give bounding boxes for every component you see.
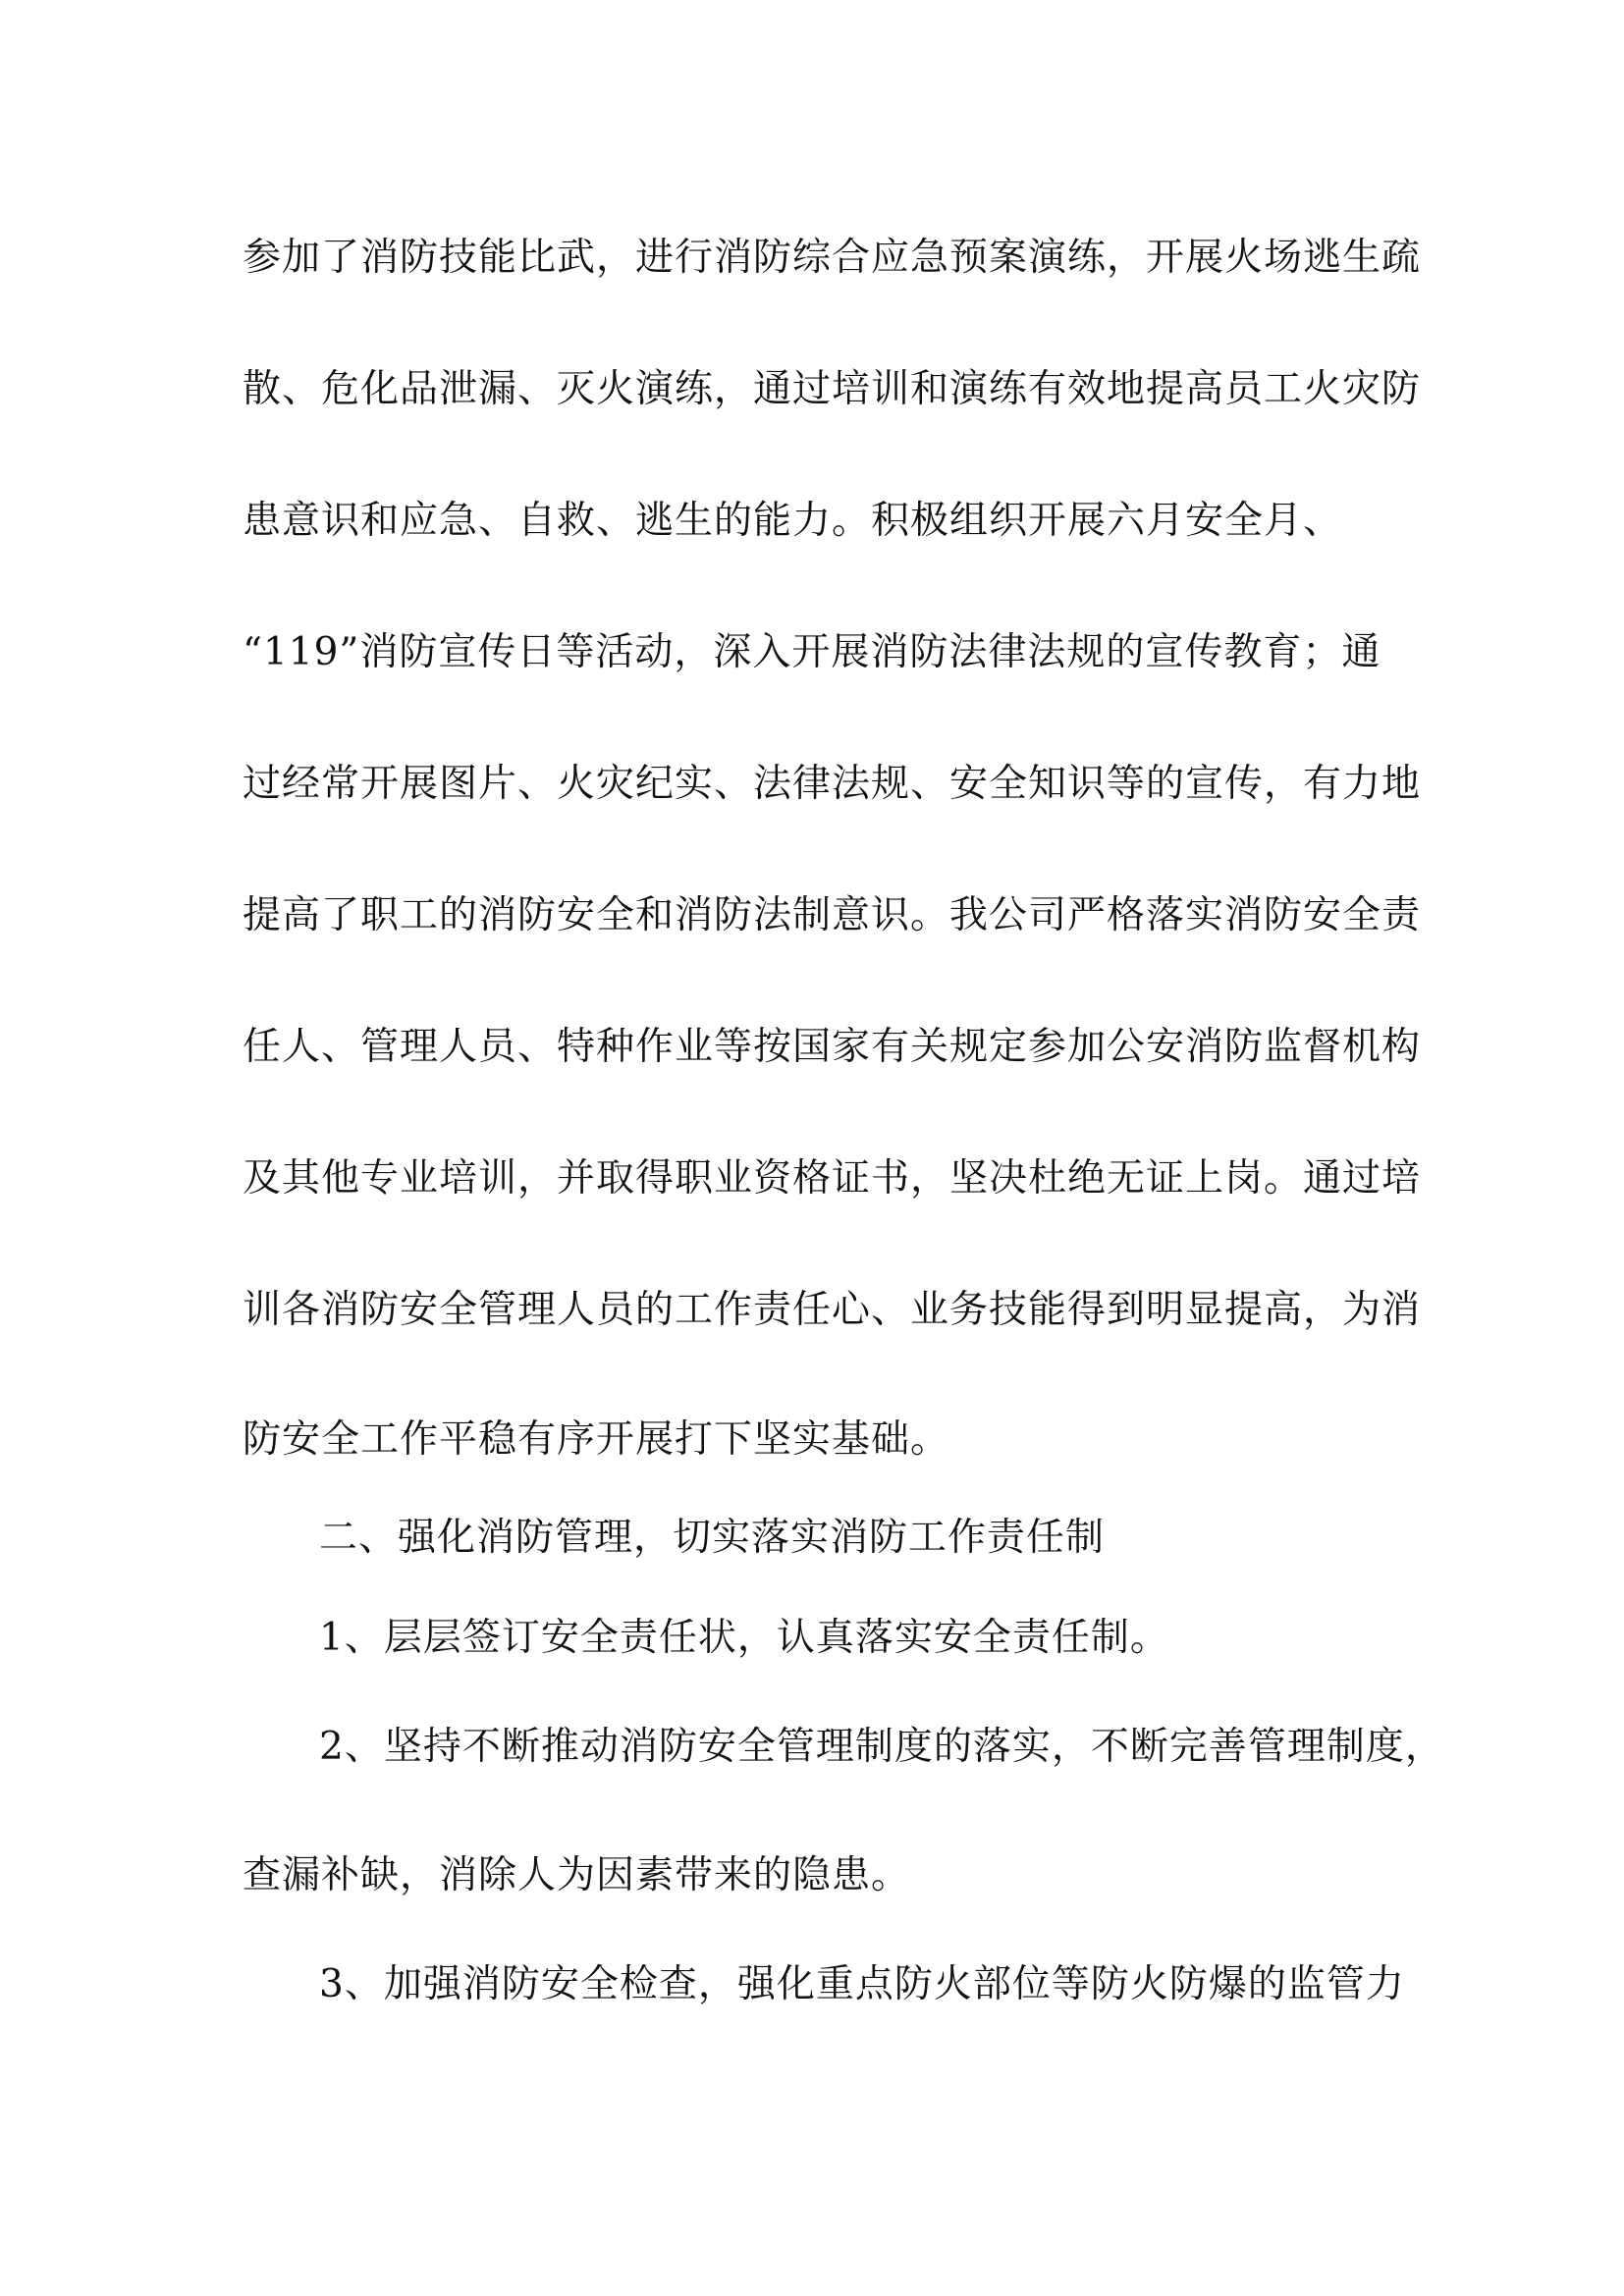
paragraph-line-3: 患意识和应急、自救、逃生的能力。积极组织开展六月安全月、 bbox=[243, 499, 1343, 543]
paragraph-line-6: 提高了职工的消防安全和消防法制意识。我公司严格落实消防安全责 bbox=[243, 893, 1422, 937]
list-item-3-line-1: 3、加强消防安全检查，强化重点防火部位等防火防爆的监管力 bbox=[319, 1962, 1405, 2006]
paragraph-line-10: 防安全工作平稳有序开展打下坚实基础。 bbox=[243, 1417, 950, 1462]
paragraph-line-4: “119”消防宣传日等活动，深入开展消防法律法规的宣传教育；通 bbox=[243, 630, 1381, 674]
paragraph-line-7: 任人、管理人员、特种作业等按国家有关规定参加公安消防监督机构 bbox=[243, 1025, 1422, 1069]
paragraph-line-9: 训各消防安全管理人员的工作责任心、业务技能得到明显提高，为消 bbox=[243, 1288, 1422, 1332]
paragraph-line-2: 散、危化品泄漏、灭火演练，通过培训和演练有效地提高员工火灾防 bbox=[243, 367, 1422, 411]
list-item-2-line-1: 2、坚持不断推动消防安全管理制度的落实，不断完善管理制度， bbox=[319, 1725, 1444, 1769]
list-item-1: 1、层层签订安全责任状，认真落实安全责任制。 bbox=[319, 1616, 1169, 1660]
paragraph-line-5: 过经常开展图片、火灾纪实、法律法规、安全知识等的宣传，有力地 bbox=[243, 762, 1422, 806]
paragraph-line-1: 参加了消防技能比武，进行消防综合应急预案演练，开展火场逃生疏 bbox=[243, 236, 1422, 280]
list-item-2-line-2: 查漏补缺，消除人为因素带来的隐患。 bbox=[243, 1853, 911, 1897]
section-heading: 二、强化消防管理，切实落实消防工作责任制 bbox=[319, 1516, 1106, 1560]
paragraph-line-8: 及其他专业培训，并取得职业资格证书，坚决杜绝无证上岗。通过培 bbox=[243, 1156, 1422, 1201]
